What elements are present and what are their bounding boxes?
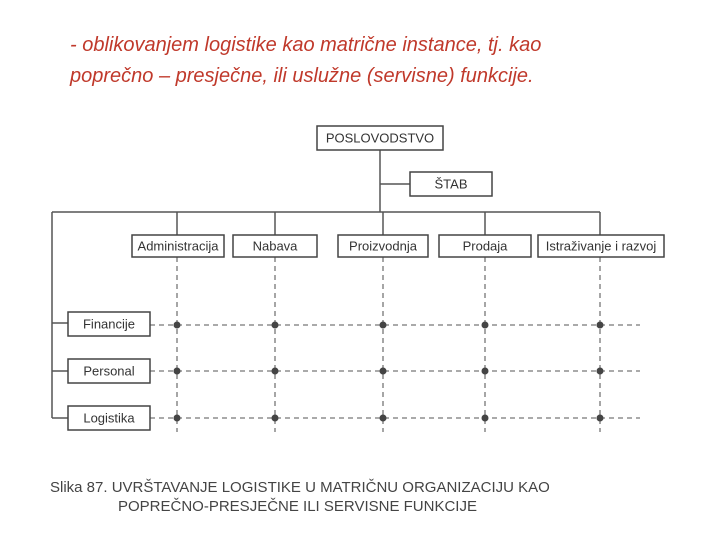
staff-label: ŠTAB — [434, 176, 468, 192]
box-row-financije — [68, 312, 150, 336]
caption-line-1: Slika 87. UVRŠTAVANJE LOGISTIKE U MATRIČNU ORGANIZACIJU KAO — [50, 479, 550, 496]
box-column-prodaja — [439, 235, 531, 257]
column-label-istrazivanje: Istraživanje i razvoj — [545, 238, 657, 254]
caption-line-2: POPREČNO-PRESJEČNE ILI SERVISNE FUNKCIJE — [118, 498, 477, 515]
top-management-label: POSLOVODSTVO — [325, 130, 435, 146]
figure-caption — [50, 478, 690, 516]
box-column-administracija — [132, 235, 224, 257]
heading-line-2: poprečno – presječne, ili uslužne (servisne) funkcije. — [70, 65, 534, 87]
box-staff — [410, 172, 492, 196]
row-label-financije: Financije — [82, 316, 136, 332]
box-top-management — [317, 126, 443, 150]
box-row-logistika — [68, 406, 150, 430]
box-column-proizvodnja — [338, 235, 428, 257]
row-label-personal: Personal — [83, 363, 135, 379]
row-label-logistika: Logistika — [83, 410, 135, 426]
column-label-administracija: Administracija — [137, 238, 219, 254]
box-column-istrazivanje — [538, 235, 664, 257]
heading-line-1: - oblikovanjem logistike kao matrične instance, tj. kao — [70, 34, 542, 56]
matrix-grid — [150, 257, 640, 432]
column-label-nabava: Nabava — [252, 238, 298, 254]
box-row-personal — [68, 359, 150, 383]
column-label-prodaja: Prodaja — [462, 238, 508, 254]
column-label-proizvodnja: Proizvodnja — [349, 238, 417, 254]
box-column-nabava — [233, 235, 317, 257]
